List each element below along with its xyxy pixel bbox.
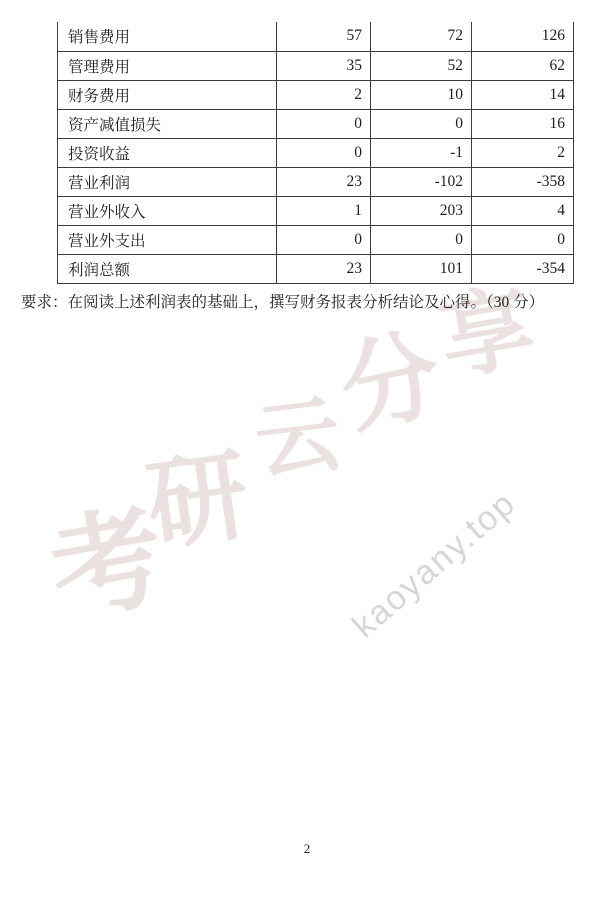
watermark-char-yun: 云	[250, 388, 346, 491]
row-value: 0	[277, 138, 371, 167]
watermark-char-xiang: 享	[432, 275, 542, 393]
table-row	[58, 22, 574, 51]
row-value: 62	[472, 51, 574, 80]
row-label: 销售费用	[58, 22, 277, 51]
row-value: 72	[371, 22, 472, 51]
row-value: 126	[472, 22, 574, 51]
watermark-char-yan: 研	[140, 439, 256, 564]
row-label: 财务费用	[58, 80, 277, 109]
table-row	[58, 196, 574, 225]
row-value: 101	[371, 254, 472, 283]
row-label: 营业利润	[58, 167, 277, 196]
row-value: 23	[277, 167, 371, 196]
row-value: 0	[277, 109, 371, 138]
row-value: 16	[472, 109, 574, 138]
row-value: 10	[371, 80, 472, 109]
row-value: -358	[472, 167, 574, 196]
row-value: 35	[277, 51, 371, 80]
row-value: 2	[277, 80, 371, 109]
table-row	[58, 254, 574, 283]
row-value: 1	[277, 196, 371, 225]
row-label: 管理费用	[58, 51, 277, 80]
row-value: 0	[472, 225, 574, 254]
row-value: -102	[371, 167, 472, 196]
row-label: 资产减值损失	[58, 109, 277, 138]
row-value: 52	[371, 51, 472, 80]
row-label: 利润总额	[58, 254, 277, 283]
page-number: 2	[303, 841, 311, 856]
requirement-text: 要求：在阅读上述利润表的基础上，撰写财务报表分析结论及心得。（30 分）	[21, 294, 545, 311]
row-value: 2	[472, 138, 574, 167]
row-value: 14	[472, 80, 574, 109]
row-value: 203	[371, 196, 472, 225]
table-row	[58, 80, 574, 109]
row-label: 营业外支出	[58, 225, 277, 254]
row-value: 23	[277, 254, 371, 283]
table-row	[58, 51, 574, 80]
watermark-site-text: kaoyany.top	[345, 483, 524, 646]
watermark-char-kao: 考	[42, 495, 174, 637]
table-row	[58, 225, 574, 254]
row-value: 4	[472, 196, 574, 225]
row-label: 投资收益	[58, 138, 277, 167]
table-row	[58, 138, 574, 167]
row-value: 57	[277, 22, 371, 51]
row-value: 0	[371, 109, 472, 138]
income-statement-table	[57, 22, 574, 284]
row-value: -354	[472, 254, 574, 283]
row-value: -1	[371, 138, 472, 167]
table-row	[58, 109, 574, 138]
row-value: 0	[277, 225, 371, 254]
row-value: 0	[371, 225, 472, 254]
table-row	[58, 167, 574, 196]
watermark-char-fen: 分	[331, 320, 451, 448]
row-label: 营业外收入	[58, 196, 277, 225]
